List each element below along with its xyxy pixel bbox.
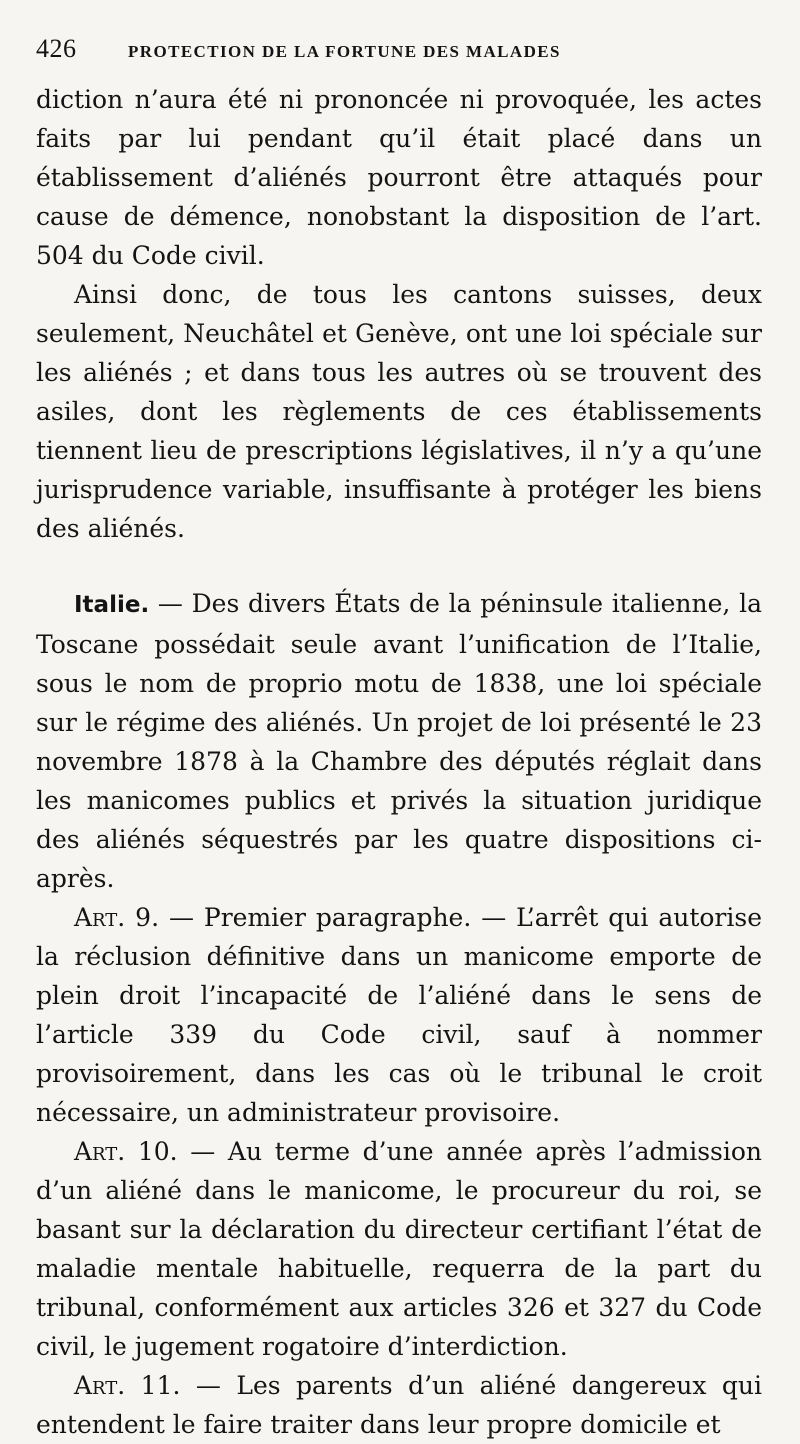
paragraph-art-11 <box>36 1366 762 1444</box>
running-head <box>36 34 762 70</box>
running-title: PROTECTION DE LA FORTUNE DES MALADES <box>128 42 561 61</box>
paragraph-continuation <box>36 80 762 275</box>
paragraph-text: Ainsi donc, de tous les cantons suisses, deux seulement, Neuchâtel et Genève, ont une loi spéciale sur les aliénés ; et dans tous les autres où se trouvent des asiles, dont les règlements de ces établissements tiennent lieu de prescriptions législatives, il n’y a qu’une jurisprudence variable, insuffisante à protéger les biens des aliénés. <box>36 280 762 543</box>
article-label: Art. 11. <box>74 1371 181 1400</box>
article-label: Art. 10. <box>74 1137 178 1166</box>
section-gap <box>36 548 762 584</box>
paragraph-art-10 <box>36 1132 762 1366</box>
paragraph-swiss-cantons <box>36 275 762 548</box>
page-number: 426 <box>36 34 77 63</box>
paragraph-art-9 <box>36 898 762 1132</box>
paragraph-text: — Les parents d’un aliéné dangereux qui entendent le faire traiter dans leur propre domicile et <box>36 1371 763 1439</box>
paragraph-italie <box>36 584 762 898</box>
paragraph-text: — Premier paragraphe. — L’arrêt qui autorise la réclusion définitive dans un manicome emporte de plein droit l’incapacité de l’aliéné dans le sens de l’article 339 du Code civil, sauf à nommer provisoirement, dans les cas où le tribunal le croit nécessaire, un administrateur provisoire. <box>36 903 762 1127</box>
paragraph-text: — Des divers États de la péninsule italienne, la Toscane possédait seule avant l’unification de l’Italie, sous le nom de proprio motu de 1838, une loi spéciale sur le régime des aliénés. Un projet de loi présenté le 23 novembre 1878 à la Chambre des députés réglait dans les manicomes publics et privés la situation juridique des aliénés séquestrés par les quatre dispositions ci-après. <box>36 589 762 893</box>
paragraph-text: — Au terme d’une année après l’admission d’un aliéné dans le manicome, le procureur du roi, se basant sur la déclaration du directeur certifiant l’état de maladie mentale habituelle, requerra de la part du tribunal, conformément aux articles 326 et 327 du Code civil, le jugement rogatoire d’interdiction. <box>36 1137 763 1361</box>
section-heading: Italie. <box>74 592 150 618</box>
paragraph-text: diction n’aura été ni prononcée ni provoquée, les actes faits par lui pendant qu’il était placé dans un établissement d’aliénés pourront être attaqués pour cause de démence, nonobstant la disposition de l’art. 504 du Code civil. <box>36 85 762 270</box>
article-label: Art. 9. <box>74 903 160 932</box>
body-text <box>36 80 762 1444</box>
